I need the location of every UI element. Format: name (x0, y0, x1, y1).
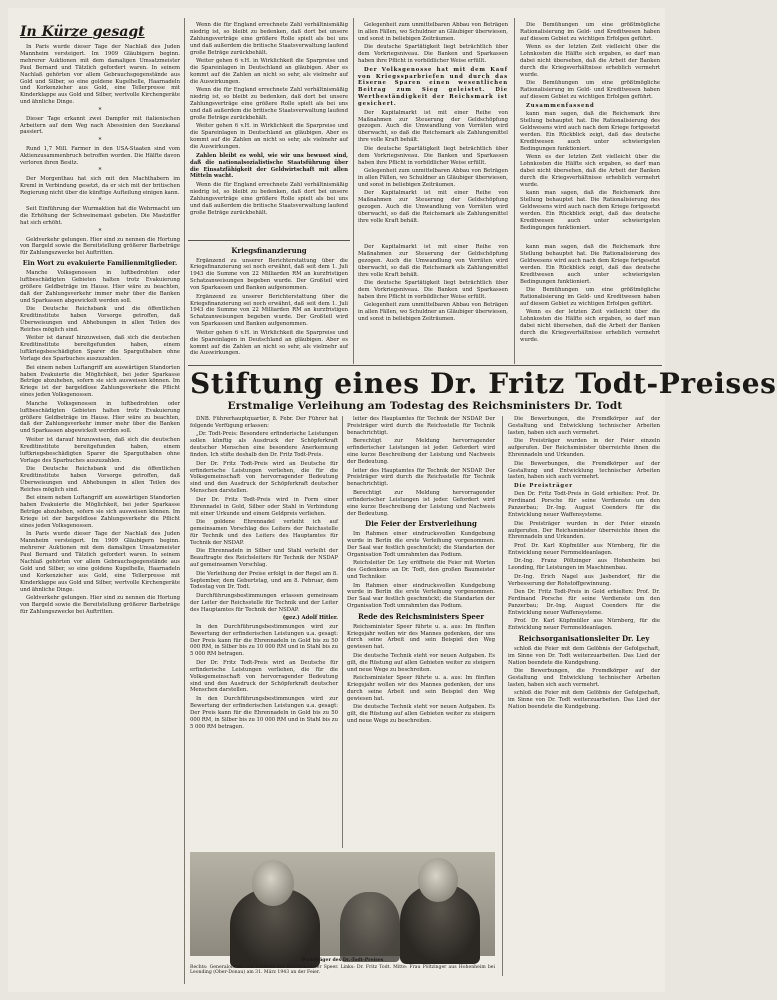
paragraph: Im Rahmen einer eindrucksvollen Kundgebung wurde in Berlin die erste Verleihung vorgenommen. Der Saal war festlich geschmückt; die Standarten der Organisation Todt umrahmten das Podium. (347, 530, 495, 558)
paragraph: Manche Volksgenossen in luftbedrohten oder luftbeschädigten Gebieten halten trotz Evakuierung größere Geldbeträge im Hause. Hier wäre zu beachten, daß der Zahlungsverkehr immer mehr über die Banken und Sparkassen abgewickelt werden soll. (20, 270, 180, 304)
paragraph: Weiter gehen 6 v.H. in Wirklichkeit die Sparpreise und die Spareinlagen in Deutschland an gläubigen. Aber es kommt auf die Zahlen an nicht so sehr, als vielmehr auf die Auswirkungen. (190, 58, 348, 85)
separator: * (98, 167, 102, 175)
paragraph: Die Bewerbungen, die Fremdkörper auf der Gestaltung und Entwicklung technischer Arbeiten lasten, haben sich auch vermehrt. (508, 460, 660, 481)
paragraph: Berechtigt zur Meldung hervorragender erfinderischer Leistungen ist jeder. Gefordert wird eine kurze Beschreibung der Leistung und Nachweis der Bedeutung. (347, 489, 495, 517)
paragraph: Den Dr. Fritz Todt-Preis in Gold erhielten: Prof. Dr. Ferdinand Porsche für seine Verdienste um den Panzerbau; Dr.-Ing. August Coenders für die Entwicklung neuer Waffensysteme. (508, 491, 660, 519)
newspaper-page (8, 8, 777, 992)
column-4-bottom (520, 244, 660, 362)
headline-rule (188, 365, 662, 366)
paragraph: Reichsminister Speer führte u. a. aus: Im fünften Kriegsjahr wollen wir des Mannes gedenken, der uns durch seine Arbeit und sein Beispiel den Weg gewiesen hat. (347, 675, 495, 702)
paragraph: Ergänzend zu unserer Berichterstattung über die Kriegsfinanzierung sei noch erwähnt, daß seit dem 1. Juli 1943 die Summe von 22 Milliarden RM an kurzfristigen Schatzanweisungen begeben wurde. Der Großteil wird von Sparkassen und Banken aufgenommen. (190, 257, 348, 292)
column-4-top (520, 22, 660, 250)
paragraph: Zahlen bleibt es wohl, wie wir uns bewusst sind, daß die nationalsozialistische Staatsführung über die Einsatzfähigkeit der Geldwirtschaft mit allen Mitteln wacht. (190, 152, 348, 180)
paragraph: leiter des Hauptamtes für Technik der NSDAP. Der Preisträger wird durch die Reichsstelle für Technik benachrichtigt. (347, 416, 495, 436)
paragraph: Die deutsche Spartätigkeit liegt beträchtlich über dem Vorkriegsniveau. Die Banken und Sparkassen haben ihre Pflicht in vorbildlicher Weise erfüllt. (358, 145, 508, 166)
photo-face-left (252, 860, 294, 906)
paragraph: Prof. Dr. Karl Küpfmüller aus Nürnberg, für die Entwicklung neuer Fernmeldeanlagen. (508, 618, 660, 632)
paragraph: Durchführungsbestimmungen erlassen gemeinsam der Leiter der Reichsstelle für Technik und der Leiter des Hauptamtes für Technik der NSDAP. (190, 592, 338, 613)
paragraph: Der Dr. Fritz Todt-Preis wird an Deutsche für erfinderische Leistungen verliehen, die für die Volksgemeinschaft von hervorragender Bedeutung sind und den Ausdruck der Schöpferkraft deutscher Menschen darstellen. (190, 460, 338, 495)
section-heading: Reichsorganisationsleiter Dr. Ley (518, 634, 650, 644)
paragraph: Die Bemühungen um eine größtmögliche Rationalisierung im Geld- und Kreditwesen haben auf diesem Gebiet zu wichtigen Erfolgen geführt. (520, 80, 660, 101)
paragraph: Die deutsche Technik steht vor neuen Aufgaben. Es gilt, die Rüstung auf allen Gebieten weiter zu steigern und neue Wege zu beschreiten. (347, 652, 495, 673)
headline-deck: Erstmalige Verleihung am Todestag des Reichsministers Dr. Todt (227, 400, 623, 412)
paragraph: In Paris wurde dieser Tage der Nachlaß des Juden Mannheim versteigert. Im 1909 Gläubigern beginn. mehrerer Auktionen mit dem damaligen Umsatzmeister Paul Bernard und Tätzlich gefordert waren. In seinem Nachlaß gehörten vor allem Gebrauchsgegenstände aus Gold und Silber, so eine goldene Kugelhelle, Haarnadeln und Korkenzieher aus Gold, eine Tellerpresse mit Kinderklappe aus Gold und Silber, wertvolle Kirchengeräte und ähnliche Dinge. (20, 531, 180, 593)
separator: * (98, 197, 102, 205)
paragraph: Reichsminister Speer führte u. a. aus: Im fünften Kriegsjahr wollen wir des Mannes gedenken, der uns durch seine Arbeit und sein Beispiel den Weg gewiesen hat. (347, 623, 495, 651)
paragraph: Prof. Dr. Karl Küpfmüller aus Nürnberg, für die Entwicklung neuer Fernmeldeanlagen. (508, 542, 660, 556)
section-heading: Kriegsfinanzierung (231, 246, 307, 255)
paragraph: In Paris wurde dieser Tage der Nachlaß des Juden Mannheim versteigert. Im 1909 Gläubigern beginn. mehrerer Auktionen mit dem damaligen Umsatzmeister Paul Bernard und Tätzlich gefordert waren. In seinem Nachlaß gehörten vor allem Gebrauchsgegenstände aus Gold und Silber, so eine goldene Kugelhelle, Haarnadeln und Korkenzieher aus Gold, eine Tellerpresse mit Kinderklappe aus Gold und Silber, wertvolle Kirchengeräte und ähnliche Dinge. (20, 44, 180, 106)
column-rule (353, 18, 354, 364)
paragraph: Die Deutsche Reichsbank und die öffentlichen Kreditinstitute haben Vorsorge getroffen, daß Überweisungen und Abhebungen in allen Teilen des Reiches möglich sind. (20, 466, 180, 493)
paragraph: Den Dr. Fritz Todt-Preis in Gold erhielten: Prof. Dr. Ferdinand Porsche für seine Verdienste um den Panzerbau; Dr.-Ing. August Coenders für die Entwicklung neuer Waffensysteme. (508, 589, 660, 616)
caption-title: Preisträger des Dr.-Todt-Preises (301, 958, 384, 963)
paragraph: In den Durchführungsbestimmungen wird zur Bewertung der erfinderischen Leistungen u.a. gesagt: Der Preis kann für die Ehrennadeln in Gold bis zu 50 000 RM, in Silber bis zu 10 000 RM und in Stahl bis zu 5 000 RM betragen. (190, 623, 338, 658)
paragraph: Der Morgenthau hat sich mit den Machthabern im Kreml in Verbindung gesetzt, da er sich mit der britischen Regierung nicht über die künftige Aufteilung einigen kann. (20, 176, 180, 196)
paragraph: schloß die Feier mit dem Gelöbnis der Gefolgschaft, im Sinne von Dr. Todt weiterzuarbeiten. Das Lied der Nation beendete die Kundgebung. (508, 645, 660, 666)
paragraph: kann man sagen, daß die Reichsmark ihre Stellung behauptet hat. Die Rationalisierung des Geldwesens wird auch nach dem Kriege fortgesetzt werden. Ein Rückblick zeigt, daß das deutsche Kreditwesen auch unter schwierigsten Bedingungen funktioniert. (520, 190, 660, 231)
paragraph: Bei einem neben Luftangriff am auswärtigen Standorten haben Evakuierte die Möglichkeit, bei jeder Sparkasse Beträge abzuheben, sofern sie sich ausweisen können. Im Kriege ist der bargeldlose Zahlungsverkehr die Pflicht eines jeden Volksgenossen. (20, 364, 180, 399)
paragraph: Bei einem neben Luftangriff am auswärtigen Standorten haben Evakuierte die Möglichkeit, bei jeder Sparkasse Beträge abzuheben, sofern sie sich ausweisen können. Im Kriege ist der bargeldlose Zahlungsverkehr die Pflicht eines jeden Volksgenossen. (20, 495, 180, 529)
paragraph: Wenn die für England errechnete Zahl verhältnismäßig niedrig ist, so bleibt zu bedenken, daß dort bei unsere Zahlungsverträge eine größere Rolle spielt als bei uns und daß außerdem die britische Staatsverwaltung laufend große Beträge zurückbehält. (190, 181, 348, 216)
paragraph: Dr.-Ing. Franz Pöltzinger aus Hohenheim bei Leonding, für Leistungen im Maschinenbau. (508, 558, 660, 572)
paragraph: Gelegenheit zum unmittelbaren Abbau von Beträgen in allen Fällen, wo Schuldner an Gläubiger überwiesen, und sonst in beliebigen Zeiträumen. (358, 22, 508, 42)
paragraph: Wenn es der letzten Zeit vielleicht über die Lohnkosten die Hälfte sich ergaben, so darf man dabei nicht übersehen, daß die Arbeit der Banken durch die Kriegsverhältnisse erheblich vermehrt wurde. (520, 154, 660, 188)
separator: * (98, 106, 102, 114)
paragraph: Die Preisträger wurden in der Feier einzeln aufgerufen. Der Reichsminister überreichte ihnen die Ehrennadeln und Urkunden. (508, 520, 660, 541)
paragraph: Die Bewerbungen, die Fremdkörper auf der Gestaltung und Entwicklung technischer Arbeiten lasten, haben sich auch vermehrt. (508, 668, 660, 688)
section-heading: Ein Wort zu evakuierte Familienmitglieder. (22, 259, 178, 268)
paragraph: Die Deutsche Reichsbank und die öffentlichen Kreditinstitute haben Vorsorge getroffen, daß Überweisungen und Abhebungen in allen Teilen des Reiches möglich sind. (20, 306, 180, 333)
paragraph: Die Preisträger wurden in der Feier einzeln aufgerufen. Der Reichsminister überreichte ihnen die Ehrennadeln und Urkunden. (508, 438, 660, 459)
paragraph: Weiter ist darauf hinzuweisen, daß sich die deutschen Kreditinstitute bereitgefunden haben, einem luftkriegsbeschädigten Sparer die Sparguthaben ohne Vorlage des Sparbuches auszuzahlen. (20, 335, 180, 363)
kicker-heading: In Kürze gesagt (20, 24, 145, 40)
paragraph: Der Kapitalmarkt ist mit einer Reihe von Maßnahmen zur Steuerung der Geldschöpfung gezogen. Auch die Umwandlung von Vorräten wird überwacht, so daß die Reichsmark als Zahlungsmittel ihre volle Kraft behält. (358, 190, 508, 225)
paragraph: Gelegenheit zum unmittelbaren Abbau von Beträgen in allen Fällen, wo Schuldner an Gläubiger überwiesen, und sonst in beliebigen Zeiträumen. (358, 302, 508, 323)
paragraph: Wenn die für England errechnete Zahl verhältnismäßig niedrig ist, so bleibt zu bedenken, daß dort bei unsere Zahlungsverträge eine größere Rolle spielt als bei uns und daß außerdem die britische Staatsverwaltung laufend große Beträge zurückbehält. (190, 87, 348, 121)
paragraph: Die Bemühungen um eine größtmögliche Rationalisierung im Geld- und Kreditwesen haben auf diesem Gebiet zu wichtigen Erfolgen geführt. (520, 22, 660, 42)
paragraph: Geldverkehr gelungen. Hier sind zu nennen die Hortung von Bargeld sowie die Bereitstellung größerer Barbeträge für Zahlungszwecke bei Auftritten. (20, 236, 180, 257)
caption-text: Rechts: Generaloberst von Gallwitz mit Reichsminister Speer. Links: Dr. Fritz Todt. Mitte: Frau Pöltzinger aus Hohenheim bei Leonding (Ober-Donau) am 31. März 1943 an der Feier. (190, 964, 495, 976)
article-column-3 (508, 416, 660, 976)
paragraph: Wenn die für England errechnete Zahl verhältnismäßig niedrig ist, so bleibt zu bedenken, daß dort bei unsere Zahlungsverträge eine größere Rolle spielt als bei uns und daß außerdem die britische Staatsverwaltung laufend große Beträge zurückbehält. (190, 22, 348, 56)
column-3-bottom (358, 244, 508, 362)
column-rule (514, 18, 515, 364)
paragraph: DNB. Führerhauptquartier, 8. Febr. Der Führer hat folgende Verfügung erlassen: (190, 416, 338, 429)
column-1 (20, 22, 180, 982)
paragraph: Die Bewerbungen, die Fremdkörper auf der Gestaltung und Entwicklung technischer Arbeiten lasten, haben sich auch vermehrt. (508, 416, 660, 436)
article-column-2 (347, 416, 495, 848)
paragraph: Der Dr. Fritz Todt-Preis wird in Form einer Ehrennadel in Gold, Silber oder Stahl in Verbindung mit einer Urkunde und einem Geldpreis verliehen. (190, 496, 338, 517)
paragraph: Ergänzend zu unserer Berichterstattung über die Kriegsfinanzierung sei noch erwähnt, daß seit dem 1. Juli 1943 die Summe von 22 Milliarden RM an kurzfristigen Schatzanweisungen begeben wurde. Der Großteil wird von Sparkassen und Banken aufgenommen. (190, 293, 348, 328)
photo-figure-mid (340, 892, 400, 962)
section-heading: Rede des Reichsministers Speer (357, 612, 485, 622)
column-rule (184, 18, 185, 984)
paragraph: schloß die Feier mit dem Gelöbnis der Gefolgschaft, im Sinne von Dr. Todt weiterzuarbeiten. Das Lied der Nation beendete die Kundgebung. (508, 690, 660, 711)
paragraph: Manche Volksgenossen in luftbedrohten oder luftbeschädigten Gebieten halten trotz Evakuierung größere Geldbeträge im Hause. Hier wäre zu beachten, daß der Zahlungsverkehr immer mehr über die Banken und Sparkassen abgewickelt werden soll. (20, 400, 180, 435)
main-headline: Stiftung eines Dr. Fritz Todt-Preises (190, 367, 777, 400)
paragraph: Geldverkehr gelungen. Hier sind zu nennen die Hortung von Bargeld sowie die Bereitstellung größerer Barbeträge für Zahlungszwecke bei Auftritten. (20, 595, 180, 615)
paragraph: Dr.-Ing. Erich Nagel aus Jasbendorf, für die Verbesserung der Rohstoffgewinnung. (508, 573, 660, 587)
paragraph: Im Rahmen einer eindrucksvollen Kundgebung wurde in Berlin die erste Verleihung vorgenommen. Der Saal war festlich geschmückt; die Standarten der Organisation Todt umrahmten das Podium. (347, 582, 495, 610)
inline-heading: Die Preisträger (514, 482, 573, 489)
paragraph: Die deutsche Spartätigkeit liegt beträchtlich über dem Vorkriegsniveau. Die Banken und Sparkassen haben ihre Pflicht in vorbildlicher Weise erfüllt. (358, 44, 508, 65)
inline-heading: Zusammenfassend (526, 102, 595, 109)
paragraph: Weiter gehen 6 v.H. in Wirklichkeit die Sparpreise und die Spareinlagen in Deutschland an gläubigen. Aber es kommt auf die Zahlen an nicht so sehr, als vielmehr auf die Auswirkungen. (190, 329, 348, 357)
paragraph: Der Volksgenosse hat mit dem Kauf von Kriegssparbriefen und durch das Eiserne Sparen einen wesentlichen Beitrag zum Sieg geleistet. Die Wertbeständigkeit der Reichsmark ist gesichert. (358, 66, 508, 108)
paragraph: Die Verleihung der Preise erfolgt in der Regel am 8. September, dem Geburtstag, und am 8. Februar, dem Todestag von Dr. Todt. (190, 570, 338, 591)
paragraph: Die deutsche Technik steht vor neuen Aufgaben. Es gilt, die Rüstung auf allen Gebieten weiter zu steigern und neue Wege zu beschreiten. (347, 704, 495, 725)
paragraph: Weiter ist darauf hinzuweisen, daß sich die deutschen Kreditinstitute bereitgefunden haben, einem luftkriegsbeschädigten Sparer die Sparguthaben ohne Vorlage des Sparbuches auszuzahlen. (20, 436, 180, 464)
separator: * (98, 227, 102, 235)
paragraph: Der Kapitalmarkt ist mit einer Reihe von Maßnahmen zur Steuerung der Geldschöpfung gezogen. Auch die Umwandlung von Vorräten wird überwacht, so daß die Reichsmark als Zahlungsmittel ihre volle Kraft behält. (358, 244, 508, 278)
paragraph: Wenn es der letzten Zeit vielleicht über die Lohnkosten die Hälfte sich ergaben, so darf man dabei nicht übersehen, daß die Arbeit der Banken durch die Kriegsverhältnisse erheblich vermehrt wurde. (520, 309, 660, 343)
article-column-1 (190, 416, 338, 848)
paragraph: Der Dr. Fritz Todt-Preis wird an Deutsche für erfinderische Leistungen verliehen, die für die Volksgemeinschaft von hervorragender Bedeutung sind und den Ausdruck der Schöpferkraft deutscher Menschen darstellen. (190, 659, 338, 694)
paragraph: Berechtigt zur Meldung hervorragender erfinderischer Leistungen ist jeder. Gefordert wird eine kurze Beschreibung der Leistung und Nachweis der Bedeutung. (347, 438, 495, 466)
signature: (gez.) Adolf Hitler. (282, 615, 338, 622)
column-3-top (358, 22, 508, 250)
paragraph: Rund 1,7 Mill. Farmer in den USA-Staaten sind vom Aktienzusammenbruch betroffen worden. Die Hälfte davon verloren ihren Besitz. (20, 145, 180, 166)
paragraph: kann man sagen, daß die Reichsmark ihre Stellung behauptet hat. Die Rationalisierung des Geldwesens wird auch nach dem Kriege fortgesetzt werden. Ein Rückblick zeigt, daß das deutsche Kreditwesen auch unter schwierigsten Bedingungen funktioniert. (520, 111, 660, 152)
paragraph: Die Bemühungen um eine größtmögliche Rationalisierung im Geld- und Kreditwesen haben auf diesem Gebiet zu wichtigen Erfolgen geführt. (520, 287, 660, 307)
section-heading: Die Feier der Erstverleihung (365, 519, 477, 529)
photo-caption (190, 958, 495, 976)
separator: * (98, 136, 102, 144)
paragraph: Gelegenheit zum unmittelbaren Abbau von Beträgen in allen Fällen, wo Schuldner an Gläubiger überwiesen, und sonst in beliebigen Zeiträumen. (358, 168, 508, 188)
paragraph: In den Durchführungsbestimmungen wird zur Bewertung der erfinderischen Leistungen u.a. gesagt: Der Preis kann für die Ehrennadeln in Gold bis zu 50 000 RM, in Silber bis zu 10 000 RM und in Stahl bis zu 5 000 RM betragen. (190, 695, 338, 730)
paragraph: Reichsleiter Dr. Ley eröffnete die Feier mit Worten des Gedenkens an Dr. Todt, den großen Baumeister und Techniker. (347, 560, 495, 580)
paragraph: Dieser Tage erkannt zwei Dampfer mit italienischen Arbeitern auf dem Weg nach Abessinien den Suezkanal passiert. (20, 115, 180, 136)
paragraph: leiter des Hauptamtes für Technik der NSDAP. Der Preisträger wird durch die Reichsstelle für Technik benachrichtigt. (347, 467, 495, 488)
column-2-bottom (190, 244, 348, 362)
paragraph: kann man sagen, daß die Reichsmark ihre Stellung behauptet hat. Die Rationalisierung des Geldwesens wird auch nach dem Kriege fortgesetzt werden. Ein Rückblick zeigt, daß das deutsche Kreditwesen auch unter schwierigsten Bedingungen funktioniert. (520, 244, 660, 285)
column-2-top (190, 22, 348, 250)
news-photo (190, 852, 495, 956)
column-rule (502, 416, 503, 976)
paragraph: Wenn es der letzten Zeit vielleicht über die Lohnkosten die Hälfte sich ergaben, so darf man dabei nicht übersehen, daß die Arbeit der Banken durch die Kriegsverhältnisse erheblich vermehrt wurde. (520, 44, 660, 78)
paragraph: Seit Einführung der Wurmaktion hat die Wehrmacht um die Erhöhung der Schweinemast gebeten. Die Mastziffer hat sich erhöht. (20, 206, 180, 227)
paragraph: Weiter gehen 6 v.H. in Wirklichkeit die Sparpreise und die Spareinlagen in Deutschland an gläubigen. Aber es kommt auf die Zahlen an nicht so sehr, als vielmehr auf die Auswirkungen. (190, 123, 348, 151)
paragraph: Die deutsche Spartätigkeit liegt beträchtlich über dem Vorkriegsniveau. Die Banken und Sparkassen haben ihre Pflicht in vorbildlicher Weise erfüllt. (358, 280, 508, 300)
paragraph: Der Kapitalmarkt ist mit einer Reihe von Maßnahmen zur Steuerung der Geldschöpfung gezogen. Auch die Umwandlung von Vorräten wird überwacht, so daß die Reichsmark als Zahlungsmittel ihre volle Kraft behält. (358, 109, 508, 144)
paragraph: Die goldene Ehrennadel verleiht ich auf gemeinsamen Vorschlag des Leiters der Reichsstelle für Technik und des Leiters des Hauptamtes für Technik der NSDAP. (190, 519, 338, 546)
paragraph: „Dr. Todt-Preis: Besondere erfinderische Leistungen sollen künftig als Ausdruck der Schöpferkraft deutscher Menschen eine besondere Anerkennung finden. Ich stifte deshalb den Dr. Fritz Todt-Preis. (190, 431, 338, 459)
column-rule (342, 416, 343, 848)
photo-face-right (418, 858, 458, 902)
paragraph: Die Ehrennadeln in Silber und Stahl verleiht der Beauftragte des Reichsleiters für Technik der NSDAP auf gemeinsamen Vorschlag. (190, 548, 338, 569)
